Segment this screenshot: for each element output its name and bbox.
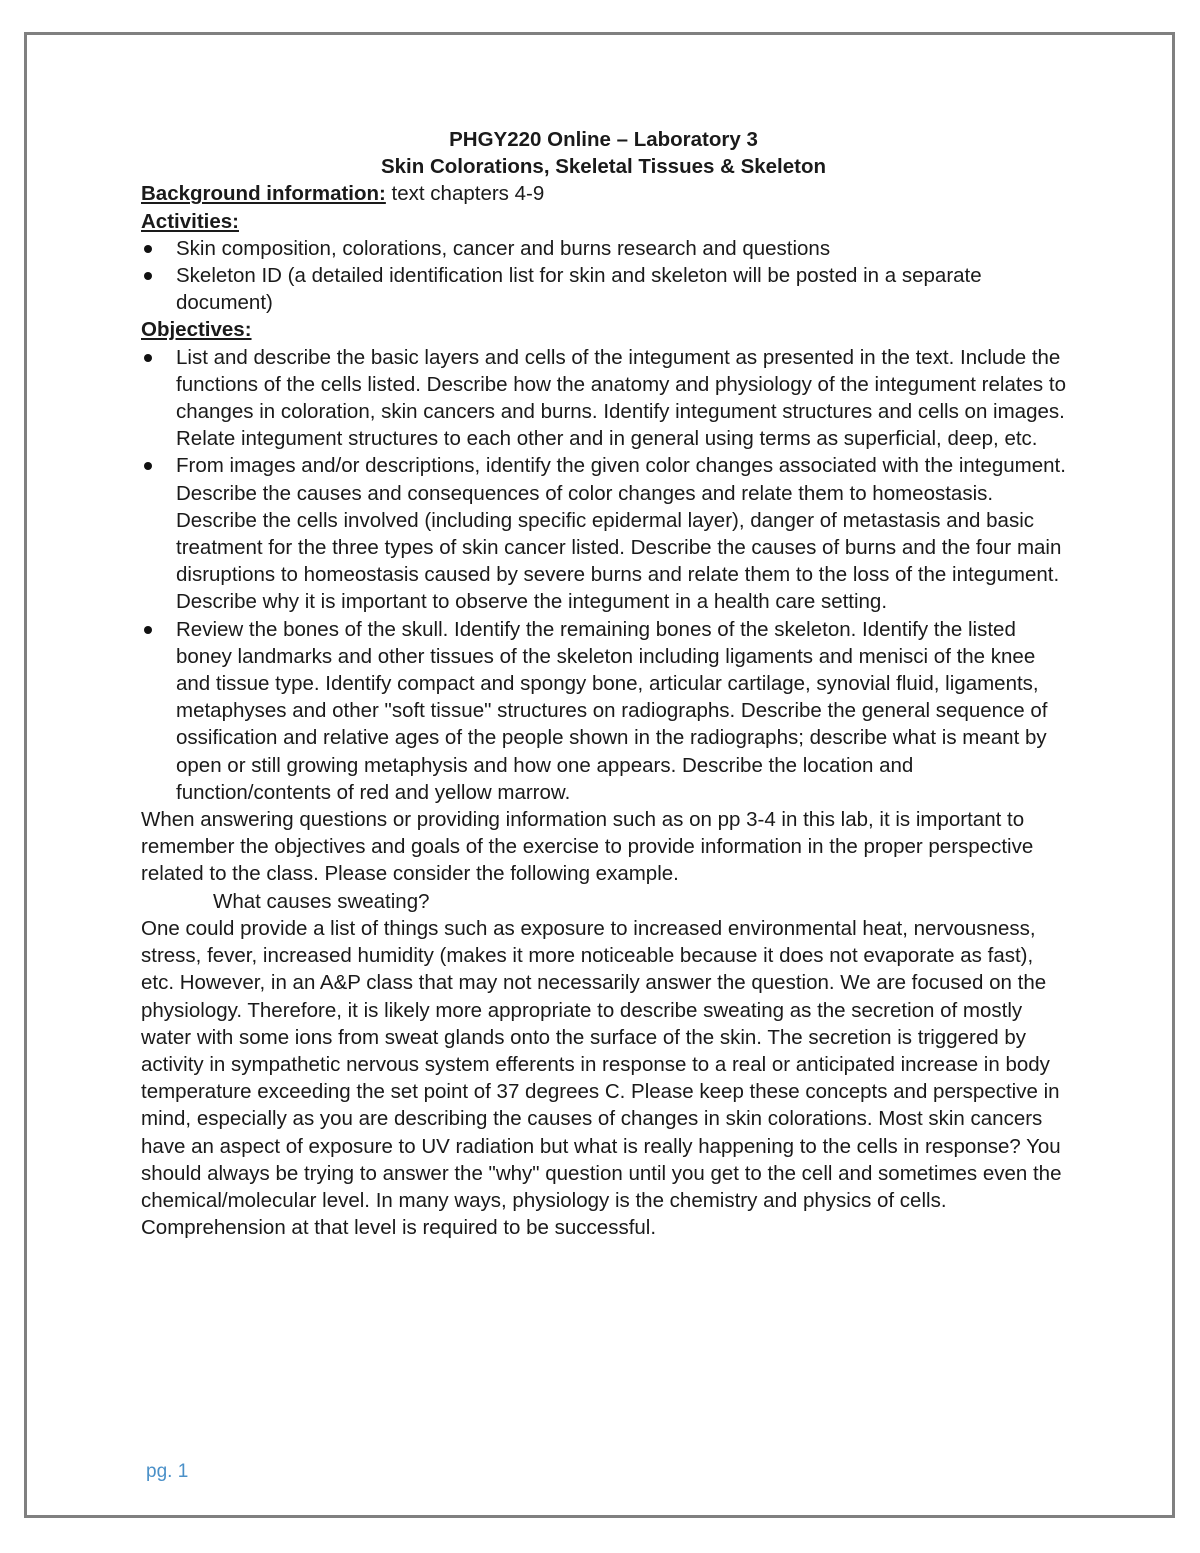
list-item <box>141 616 1066 806</box>
bullet-icon <box>144 272 152 280</box>
objective-text: List and describe the basic layers and cells of the integument as presented in the text. Include the functions of the cells listed. Describe how the anatomy and physiology of the integument relates to changes in coloration, skin cancers and burns. Identify integument structures and cells on images. Relate integument structures to each other and in general using terms as superficial, deep, etc. <box>176 345 1066 451</box>
objective-text: From images and/or descriptions, identify the given color changes associated with the integument. Describe the causes and consequences of color changes and relate them to homeostasis. Describe the cells involved (including specific epidermal layer), danger of metastasis and basic treatment for the three types of skin cancer listed. Describe the causes of burns and the four main disruptions to homeostasis caused by severe burns and relate them to the loss of the integument. Describe why it is important to observe the integument in a health care setting. <box>176 454 1066 614</box>
background-info-text: text chapters 4-9 <box>385 182 545 206</box>
list-item <box>141 344 1066 453</box>
paragraph-perspective: When answering questions or providing information such as on pp 3-4 in this lab, it is important to remember the objectives and goals of the exercise to provide information in the proper perspective related to the class. Please consider the following example. <box>141 808 1034 886</box>
page-number: pg. 1 <box>146 1461 189 1482</box>
objectives-list <box>141 344 1066 806</box>
bullet-icon <box>144 626 152 634</box>
activities-heading-line <box>141 208 1066 235</box>
activity-text: Skin composition, colorations, cancer and burns research and questions <box>176 236 831 260</box>
objectives-heading: Objectives: <box>141 318 252 342</box>
activity-text: Skeleton ID (a detailed identification list for skin and skeleton will be posted in a separate document) <box>176 264 982 315</box>
objectives-heading-line <box>141 316 1066 343</box>
background-info-heading: Background information: <box>141 182 386 206</box>
document-title: PHGY220 Online – Laboratory 3 <box>449 128 758 151</box>
list-item <box>141 452 1066 615</box>
activities-list <box>141 235 1066 317</box>
bullet-icon <box>144 354 152 362</box>
paragraph-sweating-example: One could provide a list of things such as exposure to increased environmental heat, nervousness, stress, fever, increased humidity (makes it more noticeable because it does not evaporate as fast), etc. However, in an A&P class that may not necessarily answer the question. We are focused on the physiology. Therefore, it is likely more appropriate to describe sweating as the secretion of mostly water with some ions from sweat glands onto the surface of the skin. The secretion is triggered by activity in sympathetic nervous system efferents in response to a real or anticipated increase in body temperature exceeding the set point of 37 degrees C. Please keep these concepts and perspective in mind, especially as you are describing the causes of changes in skin colorations. Most skin cancers have an aspect of exposure to UV radiation but what is really happening to the cells in response? You should always be trying to answer the "why" question until you get to the cell and sometimes even the chemical/molecular level. In many ways, physiology is the chemistry and physics of cells. Comprehension at that level is required to be successful. <box>141 916 1062 1240</box>
document-subtitle: Skin Colorations, Skeletal Tissues & Skeleton <box>380 155 827 179</box>
background-info-line <box>141 180 1066 207</box>
list-item <box>141 235 1066 262</box>
bullet-icon <box>144 245 152 253</box>
activities-heading: Activities: <box>141 209 239 233</box>
example-question: What causes sweating? <box>213 889 430 913</box>
document-body <box>141 126 1066 1241</box>
objective-text: Review the bones of the skull. Identify the remaining bones of the skeleton. Identify the listed boney landmarks and other tissues of the skeleton including ligaments and menisci of the knee and tissue type. Identify compact and spongy bone, articular cartilage, synovial fluid, ligaments, metaphyses and other "soft tissue" structures on radiographs. Describe the general sequence of ossification and relative ages of the people shown in the radiographs; describe what is meant by open or still growing metaphysis and how one appears. Describe the location and function/contents of red and yellow marrow. <box>176 617 1048 804</box>
list-item <box>141 262 1066 316</box>
bullet-icon <box>144 462 152 470</box>
